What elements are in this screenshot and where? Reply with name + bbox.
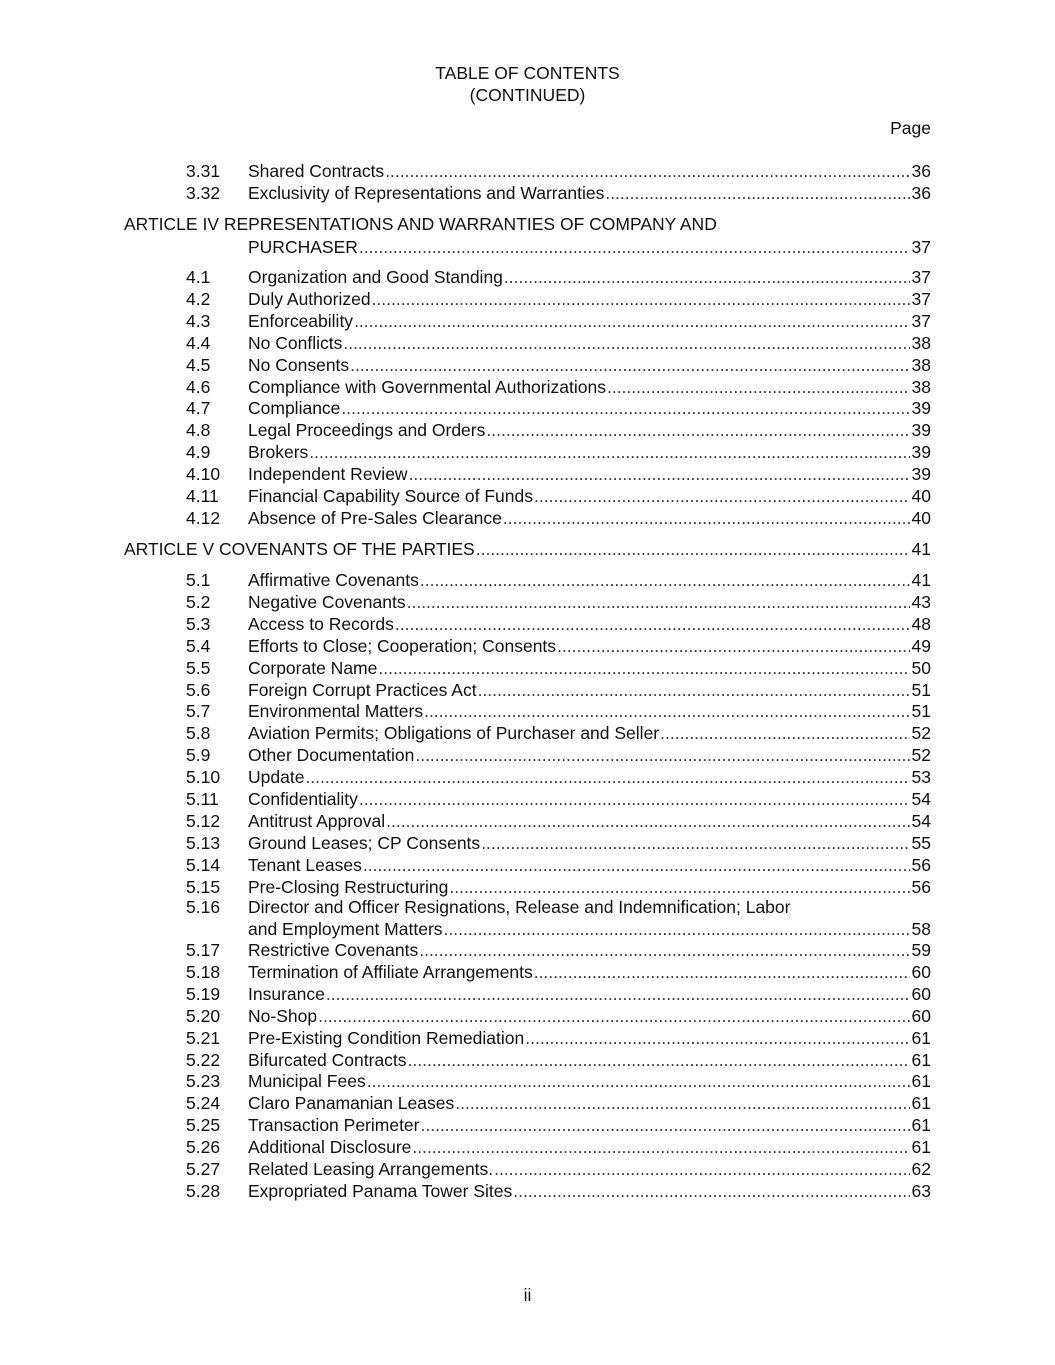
section-number: 5.27 [186, 1159, 221, 1179]
page-number: 63 [911, 1180, 931, 1201]
dot-leader [605, 182, 909, 204]
toc-entry [248, 1114, 931, 1136]
section-number: 5.14 [186, 854, 221, 875]
page-number: 51 [911, 679, 931, 700]
section-number: 5.12 [186, 810, 221, 831]
section-number: 5.17 [186, 940, 221, 960]
page-number: 61 [911, 1093, 931, 1114]
page-number: 51 [911, 701, 931, 722]
section-title: Expropriated Panama Tower Sites [248, 1180, 513, 1201]
section-title: Environmental Matters [248, 701, 424, 722]
toc-row[interactable] [0, 722, 1055, 744]
section-title: Access to Records [248, 613, 394, 634]
dot-leader [386, 810, 909, 832]
section-title: Pre-Existing Condition Remediation [248, 1027, 525, 1048]
toc-entry [248, 310, 931, 332]
toc-row[interactable] [0, 679, 1055, 701]
page-number: 61 [911, 1115, 931, 1136]
page-number: 41 [911, 539, 931, 559]
section-number: 4.10 [186, 464, 221, 485]
page-number: 36 [911, 183, 931, 203]
toc-row[interactable] [0, 1158, 1055, 1180]
toc-row[interactable] [0, 700, 1055, 722]
toc-entry [248, 700, 931, 722]
dot-leader [476, 538, 910, 560]
toc-entry [248, 1136, 931, 1158]
toc-entry [248, 266, 931, 288]
toc-row[interactable] [0, 569, 1055, 591]
page-number: 40 [911, 486, 931, 506]
toc-row[interactable] [0, 939, 1055, 961]
section-number: 5.9 [186, 745, 211, 766]
dot-leader [407, 591, 910, 613]
page-number: 41 [911, 570, 931, 590]
toc-entry [248, 1158, 931, 1180]
page-number: 53 [911, 767, 931, 788]
dot-leader [343, 332, 909, 354]
toc-entry [248, 744, 931, 766]
section-title: Municipal Fees [248, 1071, 366, 1092]
section-number: 5.20 [186, 1005, 221, 1026]
toc-entry [248, 485, 931, 507]
toc-entry [248, 236, 931, 258]
section-title: Pre-Closing Restructuring [248, 876, 449, 897]
toc-row[interactable] [0, 854, 1055, 876]
dot-leader [309, 441, 909, 463]
toc-title: TABLE OF CONTENTS [435, 63, 620, 83]
section-title: No-Shop [248, 1005, 318, 1026]
section-title-line2: and Employment Matters [248, 919, 443, 939]
section-title: Efforts to Close; Cooperation; Consents [248, 635, 557, 656]
dot-leader [444, 918, 910, 940]
toc-row[interactable] [0, 463, 1055, 485]
toc-row[interactable] [0, 507, 1055, 529]
toc-entry [248, 722, 931, 744]
section-title: Financial Capability Source of Funds [248, 486, 534, 506]
section-title: Duly Authorized [248, 288, 371, 309]
toc-entry [248, 569, 931, 591]
toc-entry [248, 810, 931, 832]
page-number: 37 [911, 267, 931, 287]
toc-entry [248, 288, 931, 310]
toc-entry [248, 1070, 931, 1092]
section-number: 5.6 [186, 679, 211, 700]
page-number: 38 [911, 332, 931, 353]
toc-row[interactable] [0, 485, 1055, 507]
page-number: 38 [911, 354, 931, 375]
toc-row[interactable] [0, 288, 1055, 310]
toc-row[interactable] [0, 744, 1055, 766]
article-5-heading[interactable] [0, 538, 1055, 560]
section-title: No Conflicts [248, 332, 343, 353]
toc-row[interactable] [0, 766, 1055, 788]
section-title: Confidentiality [248, 789, 358, 809]
toc-row[interactable] [0, 1070, 1055, 1092]
toc-row[interactable] [0, 182, 1055, 204]
page-number: 39 [911, 464, 931, 485]
section-number: 5.11 [186, 789, 219, 809]
toc-entry [124, 538, 931, 560]
toc-row[interactable] [0, 160, 1055, 182]
section-number: 4.6 [186, 376, 211, 397]
toc-entry [248, 788, 931, 810]
section-number: 4.1 [186, 267, 211, 287]
toc-row[interactable] [0, 1049, 1055, 1071]
section-number: 3.31 [186, 161, 221, 181]
toc-entry [248, 1027, 931, 1049]
article-4-title-line2: PURCHASER [248, 237, 358, 257]
toc-entry [248, 332, 931, 354]
dot-leader [408, 1049, 910, 1071]
section-number: 4.7 [186, 398, 211, 419]
toc-entry [248, 918, 931, 940]
dot-leader [525, 1027, 909, 1049]
toc-entry [248, 1092, 931, 1114]
section-number: 5.28 [186, 1180, 221, 1201]
section-title: Negative Covenants [248, 591, 406, 612]
section-title: Organization and Good Standing [248, 267, 503, 287]
section-title: Other Documentation [248, 745, 415, 766]
dot-leader [494, 1158, 909, 1180]
page-number: 62 [911, 1159, 931, 1179]
toc-row[interactable] [0, 441, 1055, 463]
toc-row[interactable] [0, 332, 1055, 354]
toc-row-5-16[interactable] [0, 896, 1055, 918]
section-title: Legal Proceedings and Orders [248, 420, 486, 441]
section-title: No Consents [248, 354, 350, 375]
page-number: 50 [911, 657, 931, 678]
toc-entry [248, 766, 931, 788]
toc-entry [248, 679, 931, 701]
page-number: 37 [911, 288, 931, 309]
page-number: 61 [911, 1027, 931, 1048]
section-title: Compliance with Governmental Authorizations [248, 376, 606, 397]
section-title: Shared Contracts [248, 161, 385, 181]
page-number: 52 [911, 745, 931, 766]
page-number: 37 [911, 237, 931, 257]
section-number: 5.22 [186, 1049, 221, 1070]
page-number: 60 [911, 1005, 931, 1026]
toc-row[interactable] [0, 419, 1055, 441]
dot-leader [424, 700, 909, 722]
dot-leader [409, 463, 910, 485]
page-number: 61 [911, 1071, 931, 1092]
dot-leader [354, 310, 909, 332]
section-number: 4.2 [186, 288, 211, 309]
dot-leader [420, 569, 910, 591]
toc-entry [248, 983, 931, 1005]
dot-leader [341, 397, 909, 419]
toc-row[interactable] [0, 1092, 1055, 1114]
section-number: 5.3 [186, 613, 211, 634]
dot-leader [419, 939, 909, 961]
section-title-line1: Director and Officer Resignations, Release and Indemnification; Labor [248, 897, 791, 917]
toc-row[interactable] [0, 810, 1055, 832]
dot-leader [395, 613, 910, 635]
toc-entry [248, 613, 931, 635]
dot-leader [359, 236, 910, 258]
section-title: Insurance [248, 983, 325, 1004]
section-title: Aviation Permits; Obligations of Purchaser and Seller [248, 723, 660, 744]
page-number: 56 [911, 876, 931, 897]
toc-entry [248, 854, 931, 876]
toc-row[interactable] [0, 832, 1055, 854]
toc-subtitle: (CONTINUED) [469, 85, 586, 105]
page-number: 39 [911, 420, 931, 441]
toc-entry [248, 635, 931, 657]
toc-entry [248, 182, 931, 204]
dot-leader [415, 744, 909, 766]
section-title: Brokers [248, 442, 309, 463]
section-title: Additional Disclosure [248, 1137, 412, 1158]
page-number: 58 [911, 919, 931, 939]
section-number: 5.10 [186, 767, 221, 788]
section-number: 5.19 [186, 983, 221, 1004]
toc-row-5-16-continued[interactable] [0, 918, 1055, 940]
section-number: 4.11 [186, 486, 219, 506]
page-number: 48 [911, 613, 931, 634]
section-number: 5.21 [186, 1027, 221, 1048]
dot-leader [486, 419, 909, 441]
dot-leader [513, 1180, 909, 1202]
page-number: 38 [911, 376, 931, 397]
section-number: 5.18 [186, 961, 221, 982]
page-number: 36 [911, 161, 931, 181]
article-4-heading[interactable] [0, 213, 1055, 235]
toc-entry [248, 441, 931, 463]
toc-entry [248, 354, 931, 376]
dot-leader [534, 961, 910, 983]
toc-row[interactable] [0, 788, 1055, 810]
toc-row[interactable] [0, 1114, 1055, 1136]
dot-leader [557, 635, 909, 657]
section-number: 5.5 [186, 657, 211, 678]
toc-entry [248, 419, 931, 441]
section-number: 5.23 [186, 1071, 221, 1092]
toc-row[interactable] [0, 591, 1055, 613]
toc-entry [248, 939, 931, 961]
page-number: 60 [911, 983, 931, 1004]
toc-entry [248, 463, 931, 485]
dot-leader [503, 507, 910, 529]
section-number: 5.13 [186, 832, 221, 853]
section-title: Antitrust Approval [248, 810, 386, 831]
dot-leader [305, 766, 909, 788]
section-number: 4.9 [186, 442, 211, 463]
section-title: Transaction Perimeter [248, 1115, 420, 1136]
page-number: 43 [911, 591, 931, 612]
toc-entry [248, 657, 931, 679]
toc-row[interactable] [0, 1136, 1055, 1158]
toc-entry [248, 591, 931, 613]
dot-leader [534, 485, 910, 507]
section-title: Corporate Name [248, 657, 378, 678]
dot-leader [449, 876, 909, 898]
toc-row[interactable] [0, 266, 1055, 288]
page-number: 60 [911, 961, 931, 982]
section-number: 4.8 [186, 420, 211, 441]
page-number: 52 [911, 723, 931, 744]
dot-leader [372, 288, 910, 310]
section-title: Compliance [248, 398, 341, 419]
toc-row[interactable] [0, 1027, 1055, 1049]
section-number: 5.24 [186, 1093, 221, 1114]
section-title: Restrictive Covenants [248, 940, 419, 960]
section-number: 5.25 [186, 1115, 221, 1136]
section-number: 5.16 [186, 897, 221, 917]
toc-row[interactable] [0, 961, 1055, 983]
page-number: 49 [911, 635, 931, 656]
toc-entry [248, 1180, 931, 1202]
article-4-heading-continued[interactable] [0, 236, 1055, 258]
section-number: 4.12 [186, 507, 221, 528]
page-number: 54 [911, 810, 931, 831]
page-number: 54 [911, 789, 931, 809]
section-number: 5.8 [186, 723, 211, 744]
section-number: 5.1 [186, 570, 211, 590]
section-number: 5.4 [186, 635, 211, 656]
dot-leader [363, 854, 910, 876]
section-number: 5.26 [186, 1137, 221, 1158]
dot-leader [607, 376, 910, 398]
toc-row[interactable] [0, 354, 1055, 376]
toc-row[interactable] [0, 1005, 1055, 1027]
dot-leader [378, 657, 909, 679]
toc-row[interactable] [0, 635, 1055, 657]
section-number: 4.4 [186, 332, 211, 353]
dot-leader [504, 266, 910, 288]
dot-leader [421, 1114, 910, 1136]
page-number: 40 [911, 507, 931, 528]
page-number: 55 [911, 832, 931, 853]
section-title: Affirmative Covenants [248, 570, 419, 590]
article-4-title-line1: ARTICLE IV REPRESENTATIONS AND WARRANTIES OF COMPANY AND [124, 214, 717, 234]
section-title: Absence of Pre-Sales Clearance [248, 507, 502, 528]
section-number: 5.7 [186, 701, 211, 722]
page-number: 56 [911, 854, 931, 875]
section-number: 4.5 [186, 354, 211, 375]
toc-row[interactable] [0, 613, 1055, 635]
dot-leader [367, 1070, 910, 1092]
dot-leader [660, 722, 909, 744]
section-title: Ground Leases; CP Consents [248, 832, 481, 853]
section-number: 5.2 [186, 591, 211, 612]
page-number: 59 [911, 940, 931, 960]
toc-entry [248, 1049, 931, 1071]
section-title: Termination of Affiliate Arrangements [248, 961, 533, 982]
section-title: Bifurcated Contracts [248, 1049, 407, 1070]
page-number: 39 [911, 398, 931, 419]
dot-leader [359, 788, 910, 810]
footer-page-number: ii [523, 1285, 532, 1305]
section-title: Independent Review [248, 464, 408, 485]
toc-entry [248, 507, 931, 529]
toc-row[interactable] [0, 397, 1055, 419]
toc-row[interactable] [0, 310, 1055, 332]
page-column-label: Page [890, 118, 931, 138]
section-title: Enforceability [248, 310, 354, 331]
section-title: Related Leasing Arrangements. [248, 1159, 494, 1179]
article-5-title: ARTICLE V COVENANTS OF THE PARTIES [124, 539, 475, 559]
toc-row[interactable] [0, 657, 1055, 679]
page-number: 61 [911, 1137, 931, 1158]
toc-entry [248, 832, 931, 854]
toc-entry [248, 376, 931, 398]
page-number: 37 [911, 310, 931, 331]
section-title: Claro Panamanian Leases [248, 1093, 455, 1114]
dot-leader [385, 160, 909, 182]
toc-row[interactable] [0, 376, 1055, 398]
dot-leader [481, 832, 909, 854]
section-title: Foreign Corrupt Practices Act [248, 679, 477, 700]
toc-row[interactable] [0, 876, 1055, 898]
page-number: 39 [911, 442, 931, 463]
dot-leader [318, 1005, 909, 1027]
toc-entry [248, 876, 931, 898]
dot-leader [412, 1136, 909, 1158]
toc-entry [248, 397, 931, 419]
section-number: 5.15 [186, 876, 221, 897]
section-title: Tenant Leases [248, 854, 362, 875]
section-number: 3.32 [186, 183, 221, 203]
toc-entry [248, 1005, 931, 1027]
dot-leader [350, 354, 909, 376]
toc-row[interactable] [0, 1180, 1055, 1202]
section-title: Exclusivity of Representations and Warranties [248, 183, 605, 203]
toc-entry [248, 160, 931, 182]
dot-leader [478, 679, 910, 701]
section-title: Update [248, 767, 305, 788]
toc-entry [248, 961, 931, 983]
dot-leader [326, 983, 910, 1005]
page-number: 61 [911, 1049, 931, 1070]
dot-leader [455, 1092, 909, 1114]
toc-row[interactable] [0, 983, 1055, 1005]
section-number: 4.3 [186, 310, 211, 331]
